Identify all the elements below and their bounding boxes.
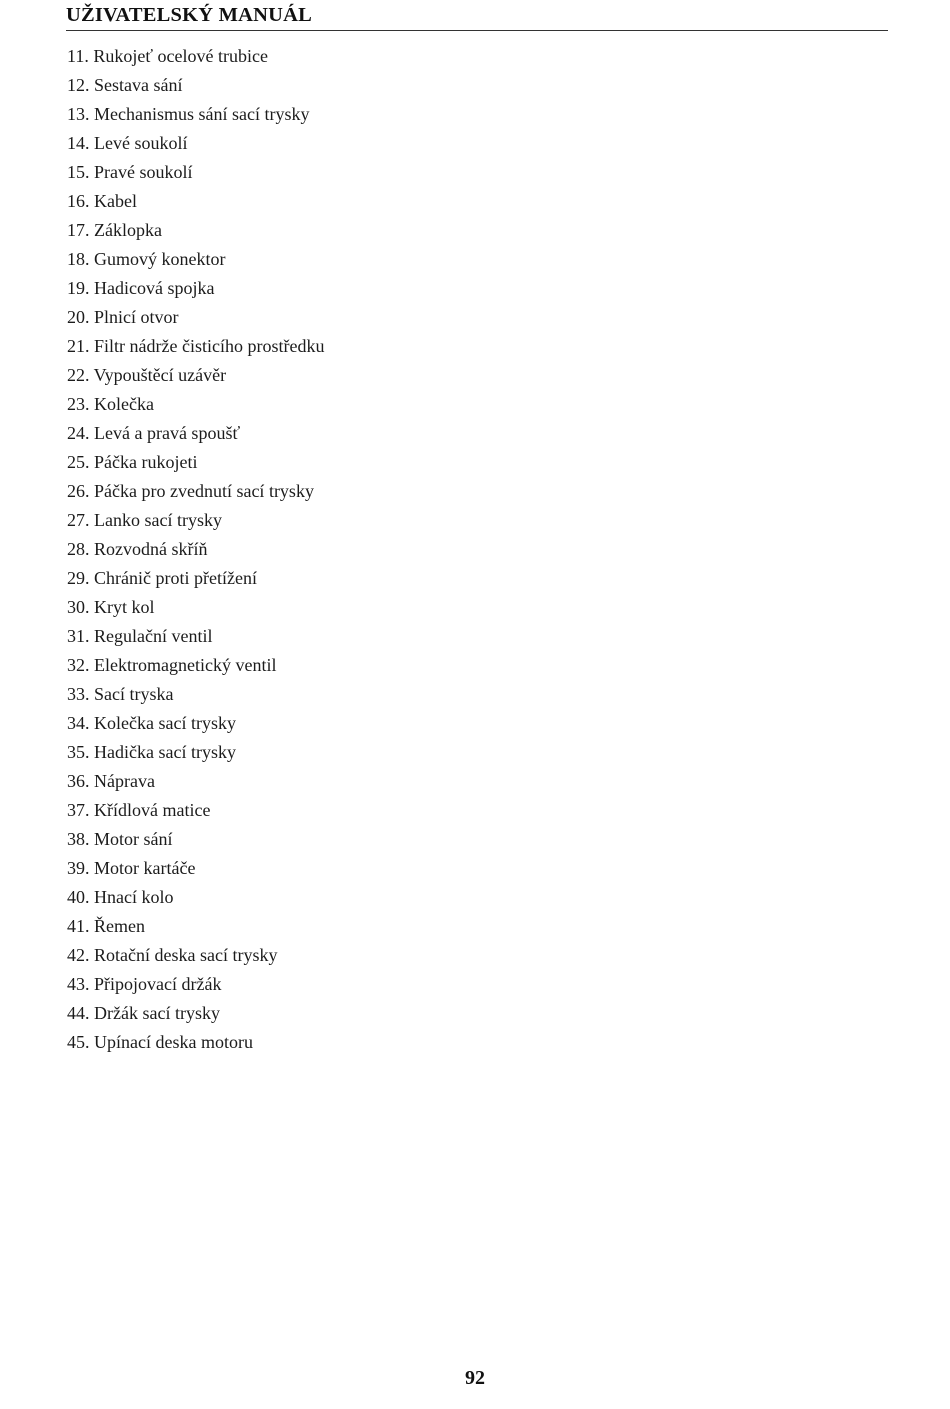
list-item: 17. Záklopka (67, 220, 162, 240)
list-item: 35. Hadička sací trysky (67, 742, 236, 762)
page-header (66, 2, 888, 31)
list-item: 27. Lanko sací trysky (67, 510, 222, 530)
list-item: 32. Elektromagnetický ventil (67, 655, 277, 675)
list-item: 16. Kabel (67, 191, 137, 211)
parts-list (67, 42, 324, 1057)
list-item: 25. Páčka rukojeti (67, 452, 198, 472)
list-item: 19. Hadicová spojka (67, 278, 215, 298)
list-item: 44. Držák sací trysky (67, 1003, 220, 1023)
list-item: 12. Sestava sání (67, 75, 183, 95)
list-item: 11. Rukojeť ocelové trubice (67, 46, 268, 66)
list-item: 37. Křídlová matice (67, 800, 211, 820)
list-item: 33. Sací tryska (67, 684, 174, 704)
list-item: 38. Motor sání (67, 829, 173, 849)
list-item: 22. Vypouštěcí uzávěr (67, 365, 227, 385)
list-item: 43. Připojovací držák (67, 974, 222, 994)
list-item: 29. Chránič proti přetížení (67, 568, 257, 588)
list-item: 40. Hnací kolo (67, 887, 174, 907)
list-item: 26. Páčka pro zvednutí sací trysky (67, 481, 314, 501)
manual-title: UŽIVATELSKÝ MANUÁL (66, 4, 313, 26)
list-item: 30. Kryt kol (67, 597, 155, 617)
list-item: 31. Regulační ventil (67, 626, 213, 646)
list-item: 14. Levé soukolí (67, 133, 188, 153)
list-item: 45. Upínací deska motoru (67, 1032, 253, 1052)
list-item: 34. Kolečka sací trysky (67, 713, 236, 733)
list-item: 18. Gumový konektor (67, 249, 226, 269)
list-item: 20. Plnicí otvor (67, 307, 179, 327)
list-item: 23. Kolečka (67, 394, 154, 414)
list-item: 28. Rozvodná skříň (67, 539, 208, 559)
list-item: 36. Náprava (67, 771, 155, 791)
list-item: 39. Motor kartáče (67, 858, 196, 878)
list-item: 24. Levá a pravá spoušť (67, 423, 241, 443)
list-item: 21. Filtr nádrže čisticího prostředku (67, 336, 325, 356)
page-number: 92 (465, 1367, 485, 1389)
list-item: 13. Mechanismus sání sací trysky (67, 104, 310, 124)
list-item: 41. Řemen (67, 916, 145, 936)
list-item: 42. Rotační deska sací trysky (67, 945, 278, 965)
list-item: 15. Pravé soukolí (67, 162, 193, 182)
